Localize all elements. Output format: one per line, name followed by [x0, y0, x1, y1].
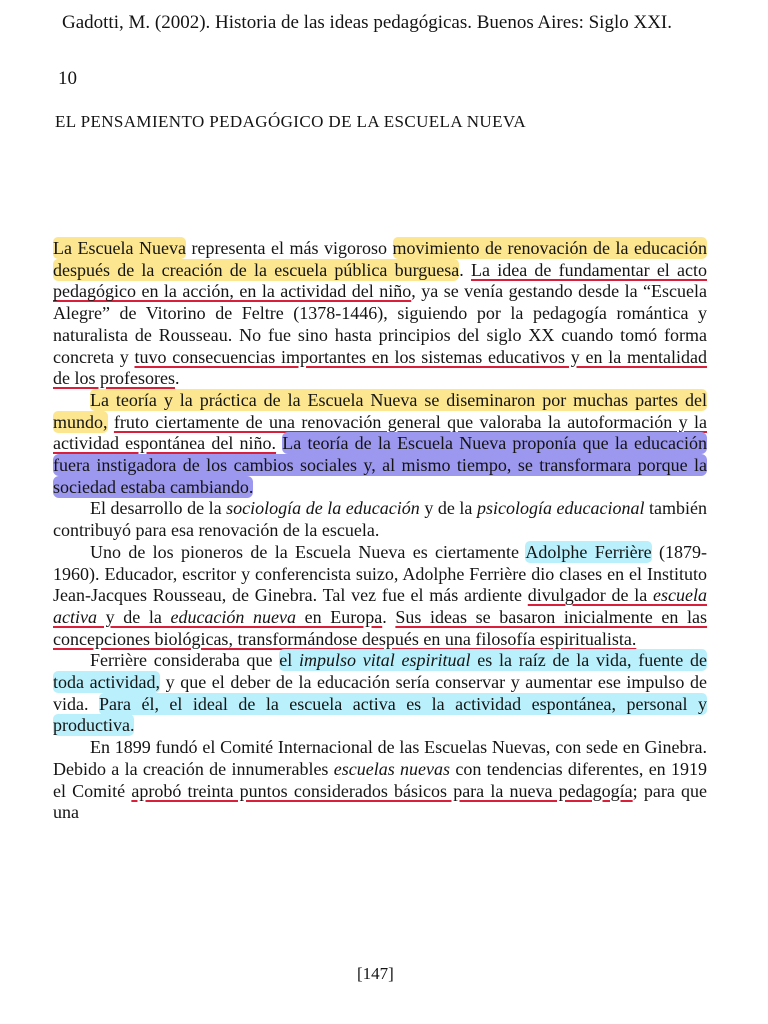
highlight-cyan: Adolphe Ferrière	[525, 541, 652, 562]
highlight-yellow: La teoría y la práctica de la Escuela Nueva se diseminaron por muchas partes del mundo,	[53, 389, 707, 432]
text-run: Uno de los pioneros de la Escuela Nueva es ciertamente	[90, 541, 526, 562]
citation-header: Gadotti, M. (2002). Historia de las ideas pedagógicas. Buenos Aires: Siglo XXI.	[62, 12, 673, 33]
text-run: con tendencias diferentes, en 1919 el Comité	[53, 758, 707, 801]
underline-red: fruto ciertamente de una renovación general que valoraba la autoformación y la actividad espontánea del niño.	[53, 411, 708, 454]
text-run: es la raíz de la vida, fuente de toda actividad,	[53, 650, 707, 693]
text-run: .	[382, 606, 396, 627]
italic-term: psicología educacional	[476, 498, 645, 519]
text-run: , ya se venía gestando desde la “Escuela Alegre” de Vitorino de Feltre (1378-1446), siguiendo por la pedagogía romántica y naturalista de Rousseau. No fue sino hasta principios del siglo XX cuando tomó forma concreta y	[53, 281, 707, 367]
text-run: y que el deber de la educación sería conservar y aumentar ese impulso de vida.	[53, 672, 707, 714]
paragraph-1	[53, 238, 707, 390]
underline-red: tuvo consecuencias importantes en los sistemas educativos y en la mentalidad de los profesores	[53, 346, 707, 389]
italic-term: sociología de la educación	[226, 498, 420, 519]
text-run: en Europa	[296, 606, 383, 627]
highlight-yellow: movimiento de renovación de la educación después de la creación de la escuela pública burguesa	[53, 238, 708, 280]
text-run: .	[174, 368, 180, 389]
italic-term: impulso vital espiritual	[298, 650, 471, 671]
text-run: representa el más vigoroso	[185, 238, 393, 258]
text-run: y de la	[419, 498, 477, 519]
text-run: .	[459, 259, 472, 280]
paragraph-5	[53, 650, 707, 737]
paragraph-6	[53, 737, 707, 824]
paragraph-4	[53, 542, 707, 651]
paragraph-3	[53, 498, 707, 541]
italic-term: escuelas nuevas	[333, 758, 451, 779]
text-run: también contribuyó para esa renovación de la escuela.	[53, 498, 708, 541]
chapter-title: EL PENSAMIENTO PEDAGÓGICO DE LA ESCUELA NUEVA	[55, 112, 527, 131]
italic-term: educación nueva	[170, 606, 297, 627]
underline-red: aprobó treinta puntos considerados básicos para la nueva pedagogía	[131, 780, 633, 801]
page-number: [147]	[357, 964, 394, 983]
text-run: (1879-1960). Educador, escritor y conferencista suizo, Adolphe Ferrière dio clases en el Instituto Jean-Jacques Rousseau, de Ginebra. Tal vez fue el más ardiente	[53, 541, 708, 606]
underline-red: Sus ideas se basaron inicialmente en las concepciones biológicas, transformándose después en una filosofía espiritualista.	[53, 606, 708, 649]
text-run: En 1899 fundó el Comité Internacional de las Escuelas Nuevas, con sede en Ginebra. Debido a la creación de innumerables	[53, 737, 707, 779]
text-run: El desarrollo de la	[90, 498, 227, 519]
body-text	[53, 238, 707, 824]
underline-red: La idea de fundamentar el acto pedagógico en la acción, en la actividad del niño	[53, 259, 708, 302]
highlight-cyan: Para él, el ideal de la escuela activa es la actividad espontánea, personal y productiva.	[53, 693, 707, 736]
text-run: divulgador de la	[527, 585, 654, 606]
italic-term: escuela activa	[53, 585, 707, 627]
text-run: el	[279, 650, 299, 671]
highlight-yellow: La Escuela Nueva	[53, 238, 186, 258]
text-run: ; para que una	[53, 780, 707, 823]
chapter-number: 10	[58, 68, 77, 89]
paragraph-2	[53, 390, 707, 499]
text-run: y de la	[96, 606, 171, 627]
highlight-purple: La teoría de la Escuela Nueva proponía que la educación fuera instigadora de los cambios sociales y, al mismo tiempo, se transformara porque la sociedad estaba cambiando.	[53, 433, 707, 497]
text-run: Ferrière consideraba que	[90, 650, 280, 671]
